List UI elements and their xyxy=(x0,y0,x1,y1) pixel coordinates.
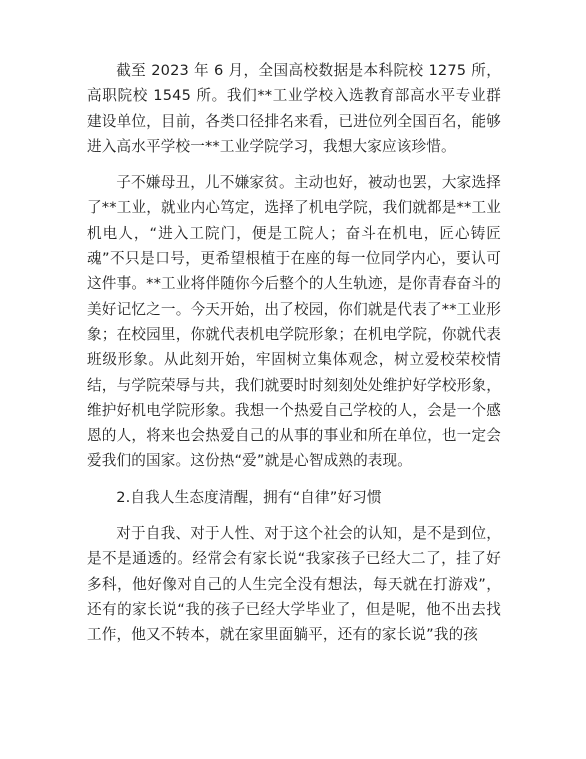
document-body xyxy=(87,58,501,659)
paragraph-school-ranking: 截至 2023 年 6 月，全国高校数据是本科院校 1275 所，高职院校 1545 所。我们**工业学校入选教育部高水平专业群建设单位，目前，各类口径排名来看，已进位列全国百名，能够进入高水平学校一**工业学院学习，我想大家应该珍惜。 xyxy=(87,62,501,155)
paragraph-school-identity: 子不嫌母丑，儿不嫌家贫。主动也好，被动也罢，大家选择了**工业，就业内心笃定，选择了机电学院，我们就都是**工业机电人，“进入工院门，便是工院人；奋斗在机电，匠心铸匠魂”不只是口号，更希望根植于在座的每一位同学内心，要认可这件事。**工业将伴随你今后整个的人生轨迹，是你青春奋斗的美好记忆之一。今天开始，出了校园，你们就是代表了**工业形象；在校园里，你就代表机电学院形象；在机电学院，你就代表班级形象。从此刻开始，牢固树立集体观念，树立爱校荣校情结，与学院荣辱与共，我们就要时时刻刻处处维护好学校形象，维护好机电学院形象。我想一个热爱自己学校的人，会是一个感恩的人，将来也会热爱自己的从事的事业和所在单位，也一定会爱我们的国家。这份热“爱”就是心智成熟的表现。 xyxy=(87,174,501,470)
paragraph-self-awareness: 对于自我、对于人性、对于这个社会的认知，是不是到位，是不是通透的。经常会有家长说“我家孩子已经大二了，挂了好多科，他好像对自己的人生完全没有想法，每天就在打游戏”，还有的家长说“我的孩子已经大学毕业了，但是呢，他不出去找工作，他又不转本，就在家里面躺平，还有的家长说”我的孩 xyxy=(87,525,501,644)
section-heading-self-discipline: 2.自我人生态度清醒，拥有“自律”好习惯 xyxy=(116,488,382,506)
